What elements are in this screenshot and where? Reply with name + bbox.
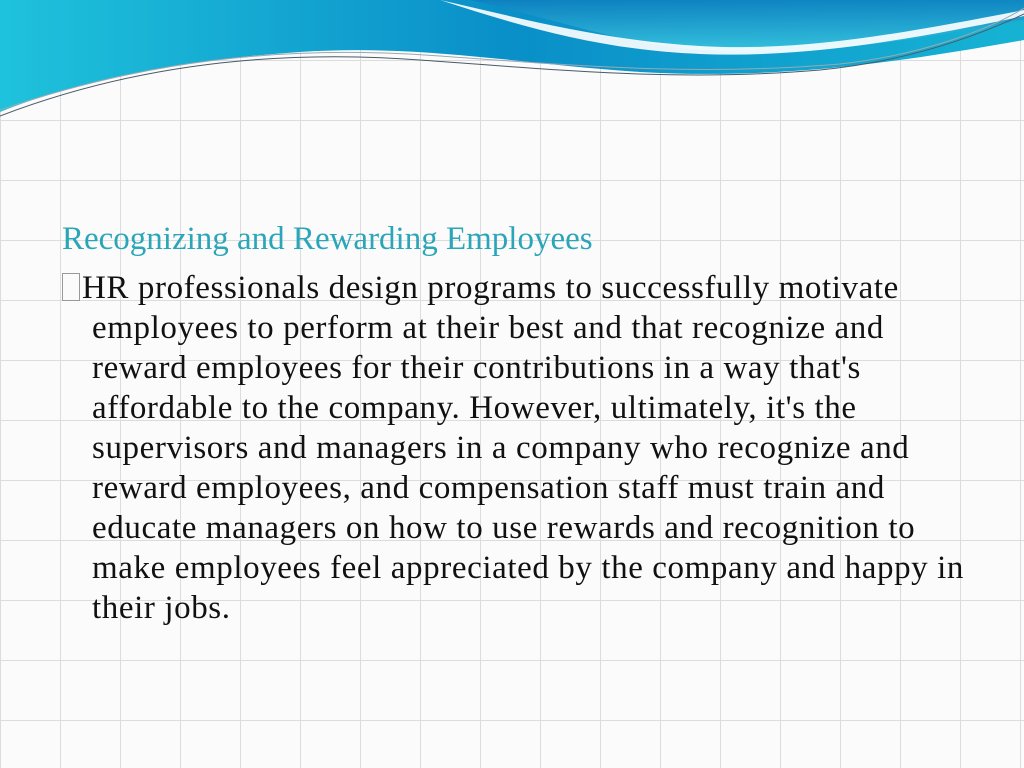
bullet-box-icon <box>62 273 80 301</box>
header-wave-banner <box>0 0 1024 120</box>
bullet-paragraph-text: HR professionals design programs to successfully motivate employees to perform at their best and that recognize and reward employees for their contributions in a way that's affordable to the company. However, ultimately, it's the supervisors and managers in a company who recognize and reward employees, and compensation staff must train and educate managers on how to use rewards and recognition to make employees feel appreciated by the company and happy in their jobs. <box>82 270 964 626</box>
slide-body <box>62 268 972 628</box>
bullet-paragraph <box>62 268 972 628</box>
slide-title: Recognizing and Rewarding Employees <box>62 221 593 257</box>
